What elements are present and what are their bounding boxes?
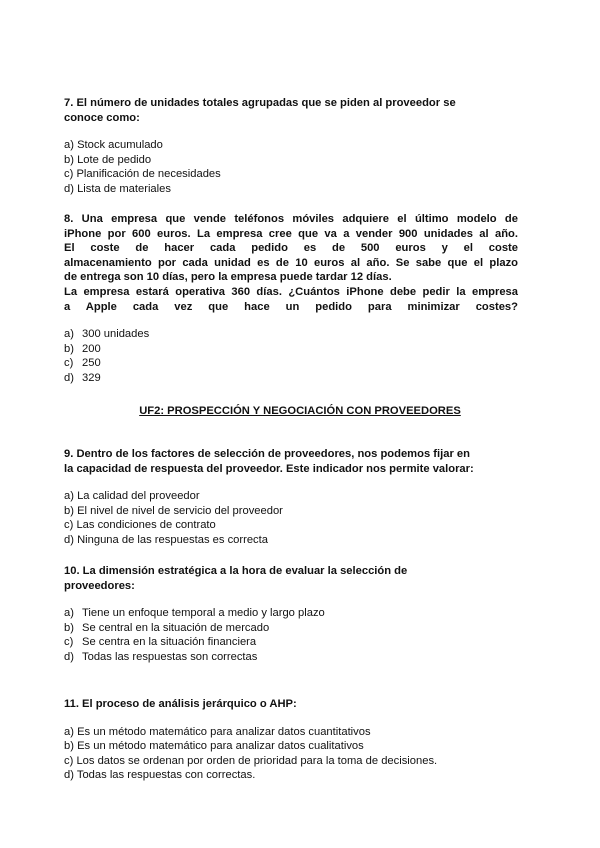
question-line: El coste de hacer cada pedido es de 500 euros y el coste [64,242,518,255]
option-c [64,635,518,650]
option-letter: b) [64,621,74,634]
question-11-options [64,725,518,783]
question-8-text [64,212,518,314]
option-letter: d) [64,769,74,782]
question-9-options [64,489,518,547]
option-b [64,504,518,519]
question-line: a Apple cada vez que hace un pedido para minimizar costes? [64,300,518,313]
option-text: Lote de pedido [77,153,152,166]
option-letter: a) [64,725,74,738]
option-c [64,754,518,769]
question-7-options [64,138,518,196]
option-d [64,768,518,783]
option-a [64,725,518,740]
option-d [64,371,518,386]
question-8-options [64,327,518,385]
option-text: Es un método matemático para analizar datos cuantitativos [77,725,371,738]
option-d [64,650,518,665]
section-heading: UF2: PROSPECCIÓN Y NEGOCIACIÓN CON PROVEEDORES [139,405,461,417]
option-b [64,342,518,357]
option-text: Es un método matemático para analizar datos cualitativos [77,740,364,753]
option-text: Lista de materiales [77,182,171,195]
option-a [64,606,518,621]
option-letter: b) [64,740,74,753]
question-line: 11. El proceso de análisis jerárquico o AHP: [64,698,297,710]
question-line: iPhone por 600 euros. La empresa cree que va a vender 900 unidades al año. [64,227,518,240]
option-letter: a) [64,607,74,620]
question-8 [64,212,518,386]
option-a [64,138,518,153]
question-line: proveedores: [64,579,135,592]
option-text: Se centra en la situación financiera [82,636,257,649]
option-letter: b) [64,504,74,517]
option-letter: a) [64,139,74,152]
option-letter: d) [64,182,74,195]
option-letter: d) [64,650,74,663]
question-line: conoce como: [64,111,140,124]
option-text: Ninguna de las respuestas es correcta [77,533,268,546]
question-7-text [64,96,518,125]
option-letter: a) [64,490,74,503]
option-text: 250 [82,357,101,370]
option-b [64,739,518,754]
option-b [64,153,518,168]
option-text: 300 unidades [82,328,150,341]
option-letter: c) [64,754,74,767]
option-text: Planificación de necesidades [76,168,221,181]
question-7 [64,96,518,197]
option-text: Todas las respuestas son correctas [82,650,258,663]
option-b [64,621,518,636]
question-line: 8. Una empresa que vende teléfonos móviles adquiere el último modelo de [64,213,518,225]
option-c [64,356,518,371]
option-text: 200 [82,342,101,355]
question-line: la capacidad de respuesta del proveedor. Este indicador nos permite valorar: [64,462,474,475]
question-line: 7. El número de unidades totales agrupadas que se piden al proveedor se [64,97,456,109]
option-text: Se central en la situación de mercado [82,621,270,634]
question-9 [64,447,518,548]
option-letter: c) [64,636,74,649]
question-10 [64,564,518,665]
option-d [64,533,518,548]
option-letter: b) [64,153,74,166]
option-text: Tiene un enfoque temporal a medio y largo plazo [82,607,325,620]
option-a [64,327,518,342]
option-text: Stock acumulado [77,139,163,152]
question-11-text [64,697,518,712]
option-letter: c) [64,168,74,181]
question-line: almacenamiento por cada unidad es de 10 euros al año. Se sabe que el plazo [64,256,518,269]
option-letter: d) [64,371,74,384]
question-11 [64,697,518,783]
option-text: El nivel de nivel de servicio del proveedor [77,504,283,517]
option-letter: c) [64,357,74,370]
question-line: 10. La dimensión estratégica a la hora de evaluar la selección de [64,565,408,577]
option-c [64,167,518,182]
question-line: 9. Dentro de los factores de selección de proveedores, nos podemos fijar en [64,448,470,460]
option-letter: a) [64,328,74,341]
option-text: Los datos se ordenan por orden de prioridad para la toma de decisiones. [76,754,438,767]
question-line: La empresa estará operativa 360 días. ¿Cuántos iPhone debe pedir la empresa [64,285,518,298]
question-line: de entrega son 10 días, pero la empresa puede tardar 12 días. [64,271,392,284]
option-a [64,489,518,504]
option-letter: b) [64,342,74,355]
option-c [64,518,518,533]
option-text: La calidad del proveedor [77,490,200,503]
option-letter: d) [64,533,74,546]
option-text: Todas las respuestas con correctas. [76,769,256,782]
question-9-text [64,447,518,476]
question-10-options [64,606,518,664]
option-text: 329 [82,371,101,384]
option-letter: c) [64,519,74,532]
option-text: Las condiciones de contrato [76,519,216,532]
option-d [64,182,518,197]
question-10-text [64,564,518,593]
